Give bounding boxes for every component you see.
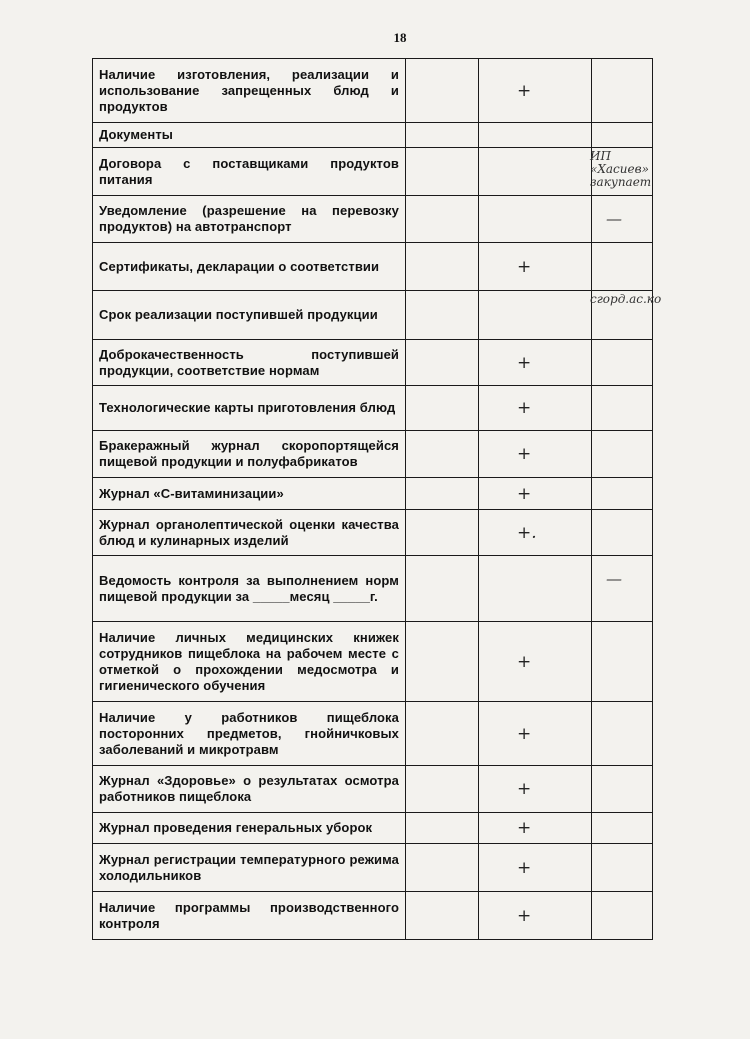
criterion-text: Журнал «Здоровье» о результатах осмотра работников пищеблока <box>93 766 406 813</box>
note-cell <box>592 813 653 844</box>
mark-cell <box>479 510 592 556</box>
empty-cell <box>406 892 479 940</box>
checklist-row <box>93 196 653 243</box>
mark-cell <box>479 766 592 813</box>
note-cell <box>592 196 653 243</box>
checklist-row <box>93 892 653 940</box>
empty-cell <box>406 813 479 844</box>
note-cell <box>592 702 653 766</box>
note-cell <box>592 243 653 291</box>
mark-cell <box>479 556 592 622</box>
mark-cell <box>479 59 592 123</box>
criterion-text: Ведомость контроля за выполнением норм пищевой продукции за _____месяц _____г. <box>93 556 406 622</box>
checklist-row <box>93 622 653 702</box>
empty-cell <box>406 622 479 702</box>
empty-cell <box>406 844 479 892</box>
handwritten-mark: + <box>517 905 532 926</box>
empty-cell <box>406 766 479 813</box>
mark-cell <box>479 148 592 196</box>
handwritten-note: — <box>606 209 622 228</box>
checklist-table <box>92 58 662 940</box>
handwritten-mark: + <box>517 723 532 744</box>
empty-cell <box>406 340 479 386</box>
note-cell <box>590 291 662 340</box>
handwritten-mark: + <box>517 483 532 504</box>
mark-cell <box>479 243 592 291</box>
empty-cell <box>406 148 479 196</box>
mark-cell <box>479 844 592 892</box>
checklist-row <box>93 702 653 766</box>
note-cell <box>592 148 653 196</box>
empty-cell <box>406 196 479 243</box>
mark-cell <box>479 386 592 431</box>
criterion-text: Журнал проведения генеральных уборок <box>93 813 406 844</box>
empty-cell <box>406 702 479 766</box>
empty-cell <box>406 556 479 622</box>
checklist-row <box>93 243 653 291</box>
empty-cell <box>406 59 479 123</box>
criterion-text: Срок реализации поступившей продукции <box>93 291 406 340</box>
criterion-text: Доброкачественность поступившей продукции, соответствие нормам <box>93 340 406 386</box>
handwritten-mark: + <box>517 352 532 373</box>
checklist-row <box>93 148 653 196</box>
note-cell <box>592 510 653 556</box>
criterion-text: Бракеражный журнал скоропортящейся пищевой продукции и полуфабрикатов <box>93 431 406 478</box>
note-cell <box>592 766 653 813</box>
criterion-text: Сертификаты, декларации о соответствии <box>93 243 406 291</box>
checklist-row <box>93 291 653 340</box>
criterion-text: Наличие изготовления, реализации и использование запрещенных блюд и продуктов <box>93 59 406 123</box>
criterion-text: Журнал «С-витаминизации» <box>93 478 406 510</box>
note-cell <box>592 386 653 431</box>
checklist-row <box>93 556 653 622</box>
note-cell <box>592 478 653 510</box>
handwritten-mark: + <box>517 818 532 838</box>
empty-cell <box>406 386 479 431</box>
mark-cell <box>479 196 592 243</box>
checklist-row <box>93 813 653 844</box>
mark-cell <box>479 478 592 510</box>
note-cell <box>592 844 653 892</box>
handwritten-mark: + <box>517 779 532 799</box>
note-cell <box>592 340 653 386</box>
handwritten-note: — <box>606 569 622 588</box>
handwritten-mark: + <box>517 651 532 672</box>
criterion-text: Журнал органолептической оценки качества блюд и кулинарных изделий <box>93 510 406 556</box>
checklist-row <box>93 340 653 386</box>
criterion-text: Договора с поставщиками продуктов питания <box>93 148 406 196</box>
note-cell <box>592 622 653 702</box>
criterion-text: Журнал регистрации температурного режима холодильников <box>93 844 406 892</box>
handwritten-note: ИП «Хасиев» закупает <box>590 149 652 189</box>
empty-cell <box>406 243 479 291</box>
criterion-text: Наличие личных медицинских книжек сотрудников пищеблока на рабочем месте с отметкой о прохождении медосмотра и гигиенического обучения <box>93 622 406 702</box>
checklist-row <box>93 766 653 813</box>
note-cell <box>592 892 653 940</box>
mark-cell <box>479 622 592 702</box>
mark-cell <box>479 892 592 940</box>
empty-cell <box>406 431 479 478</box>
checklist-row <box>93 59 653 123</box>
handwritten-mark: + <box>517 398 532 418</box>
section-header-row <box>93 123 653 148</box>
mark-cell <box>479 813 592 844</box>
checklist-row <box>93 510 653 556</box>
section-title: Документы <box>93 123 406 148</box>
checklist-row <box>93 478 653 510</box>
mark-cell <box>479 702 592 766</box>
empty-cell <box>406 510 479 556</box>
mark-cell <box>479 123 592 148</box>
checklist-row <box>93 844 653 892</box>
criterion-text: Наличие у работников пищеблока посторонних предметов, гнойничковых заболеваний и микротравм <box>93 702 406 766</box>
note-cell <box>592 431 653 478</box>
handwritten-mark: + <box>517 80 532 101</box>
note-cell <box>592 59 653 123</box>
criterion-text: Наличие программы производственного контроля <box>93 892 406 940</box>
checklist-row <box>93 386 653 431</box>
criterion-text: Технологические карты приготовления блюд <box>93 386 406 431</box>
mark-cell <box>479 291 592 340</box>
handwritten-mark: + <box>517 256 532 277</box>
mark-cell <box>479 340 592 386</box>
handwritten-note: сгорд.ас.ко <box>590 292 662 306</box>
handwritten-mark: + <box>517 444 532 464</box>
note-cell <box>592 556 653 622</box>
criterion-text: Уведомление (разрешение на перевозку продуктов) на автотранспорт <box>93 196 406 243</box>
page-number: 18 <box>393 30 407 45</box>
empty-cell <box>406 478 479 510</box>
mark-cell <box>479 431 592 478</box>
handwritten-mark: + <box>517 857 532 878</box>
empty-cell <box>406 291 479 340</box>
empty-cell <box>406 123 479 148</box>
handwritten-mark: +. <box>517 522 537 543</box>
note-cell <box>592 123 653 148</box>
checklist-row <box>93 431 653 478</box>
